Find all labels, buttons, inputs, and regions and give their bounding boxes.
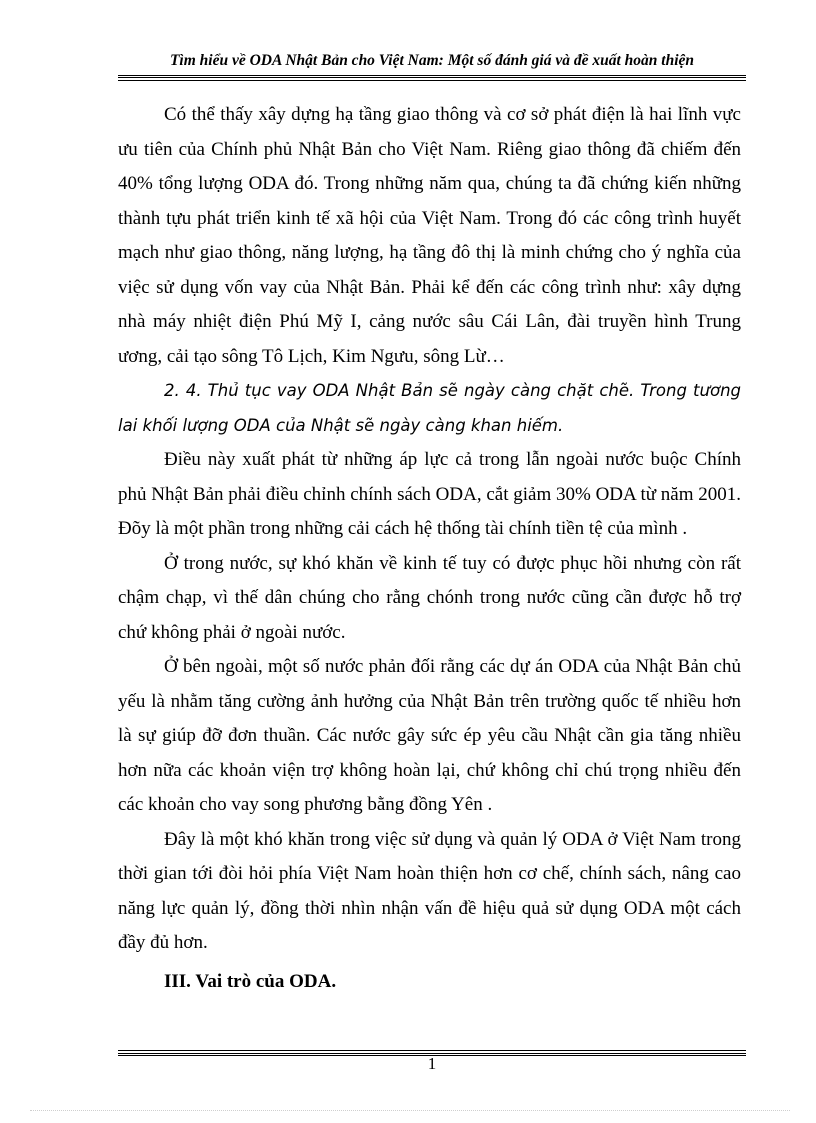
paragraph-foreign: Ở bên ngoài, một số nước phản đối rằng các dự án ODA của Nhật Bản chủ yếu là nhằm tăng cường ảnh hưởng của Nhật Bản trên trường quốc tế nhiều hơn là sự giúp đỡ đơn thuần. Các nước gây sức ép yêu cầu Nhật cần gia tăng nhiều hơn nữa các khoản viện trợ không hoàn lại, chứ không chỉ chú trọng nhiều đến các khoản cho vay song phương bằng đồng Yên . — [118, 656, 741, 815]
footer-rule-thin — [118, 1050, 746, 1051]
paragraph-infrastructure: Có thể thấy xây dựng hạ tầng giao thông và cơ sở phát điện là hai lĩnh vực ưu tiên của Chính phủ Nhật Bản cho Việt Nam. Riêng giao thông đã chiếm đến 40% tổng lượng ODA đó. Trong những năm qua, chúng ta đã chứng kiến những thành tựu phát triển kinh tế xã hội của Việt Nam. Trong đó các công trình huyết mạch như giao thông, năng lượng, hạ tầng đô thị là minh chứng cho ý nghĩa của việc sử dụng vốn vay của Nhật Bản. Phải kể đến các công trình như: xây dựng nhà máy nhiệt điện Phú Mỹ I, cảng nước sâu Cái Lân, đài truyền hình Trung ương, cải tạo sông Tô Lịch, Kim Ngưu, sông Lừ… — [118, 104, 741, 367]
paragraph-difficulty: Đây là một khó khăn trong việc sử dụng và quản lý ODA ở Việt Nam trong thời gian tới đòi hỏi phía Việt Nam hoàn thiện hơn cơ chế, chính sách, nâng cao năng lực quản lý, đồng thời nhìn nhận vấn đề hiệu quả sử dụng ODA một cách đầy đủ hơn. — [118, 828, 741, 953]
paragraph-pressure: Điều này xuất phát từ những áp lực cả trong lẫn ngoài nước buộc Chính phủ Nhật Bản phải điều chỉnh chính sách ODA, cắt giảm 30% ODA từ năm 2001. Đõy là một phần trong những cải cách hệ thống tài chính tiền tệ của mình . — [118, 449, 741, 539]
section-heading: III. Vai trò của ODA. — [164, 970, 337, 992]
header-rule-thin — [118, 80, 746, 81]
page-edge-divider — [30, 1110, 790, 1111]
running-header: Tìm hiểu về ODA Nhật Bản cho Việt Nam: Một số đánh giá và đề xuất hoàn thiện — [169, 52, 695, 69]
section-subheading: 2. 4. Thủ tục vay ODA Nhật Bản sẽ ngày càng chặt chẽ. Trong tương lai khối lượng ODA của Nhật sẽ ngày càng khan hiếm. — [118, 381, 741, 435]
page-body — [118, 98, 741, 999]
page-number: 1 — [427, 1054, 437, 1073]
header-rule — [118, 75, 746, 78]
paragraph-domestic: Ở trong nước, sự khó khăn về kinh tế tuy có được phục hồi nhưng còn rất chậm chạp, vì thế dân chúng cho rằng chónh trong nước cũng cần được hỗ trợ chứ không phải ở ngoài nước. — [118, 552, 741, 643]
